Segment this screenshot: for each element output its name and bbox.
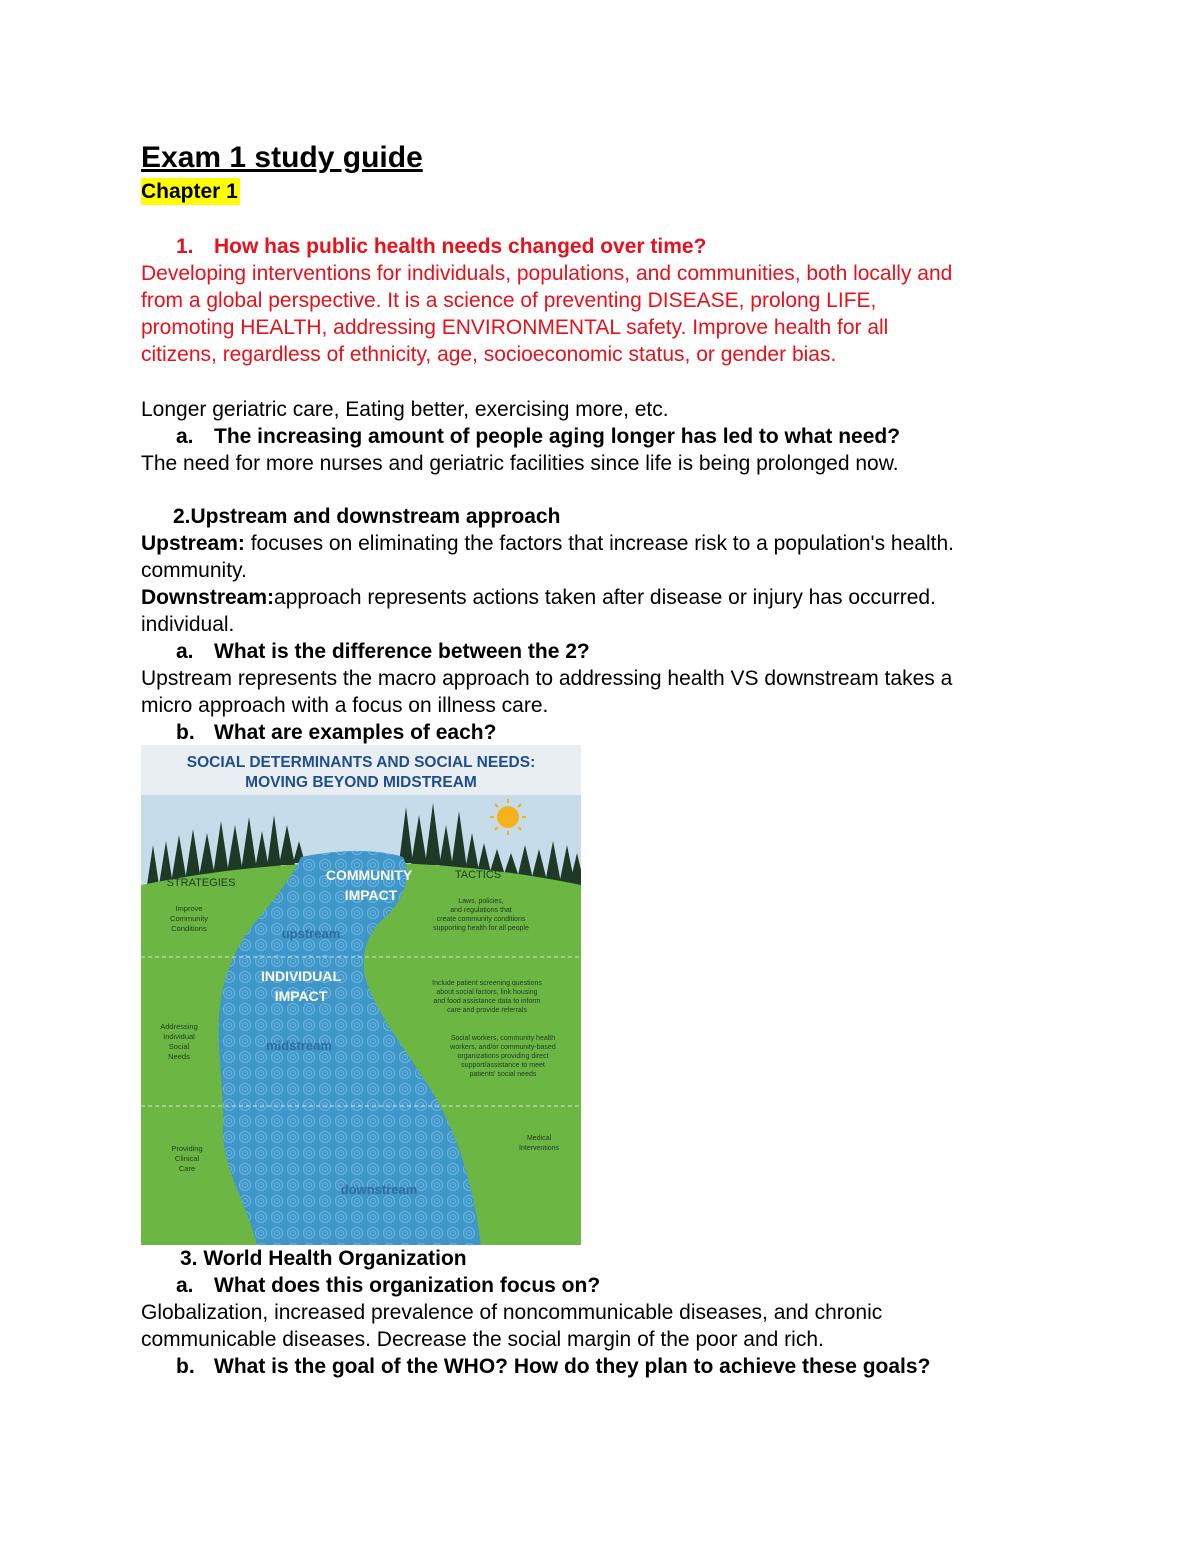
q3-sub-a-letter: a. (176, 1274, 194, 1297)
q2-sub-b (176, 719, 496, 746)
tactic-label-line: organizations providing direct (457, 1053, 549, 1060)
infographic-title-line1: SOCIAL DETERMINANTS AND SOCIAL NEEDS: (186, 754, 536, 771)
upstream-label: Upstream: (141, 532, 245, 555)
q1-answer-line: Developing interventions for individuals, populations, and communities, both locally and (141, 262, 953, 285)
q3-sub-a-answer-line: Globalization, increased prevalence of noncommunicable diseases, and chronic (141, 1301, 883, 1324)
tactic-label-line: create community conditions (436, 916, 526, 923)
q1-note: Longer geriatric care, Eating better, exercising more, etc. (141, 398, 669, 421)
tactic-label-line: Medical (526, 1135, 552, 1142)
strategy-label-line: Addressing (160, 1022, 198, 1031)
tactic-label-line: Social workers, community health (450, 1035, 556, 1042)
q1-question (176, 233, 706, 260)
tactic-label-line: Interventions (518, 1145, 560, 1152)
tactic-label-line: Include patient screening questions (432, 980, 542, 987)
document-title: Exam 1 study guide (141, 141, 423, 174)
q3-heading: 3. World Health Organization (180, 1247, 467, 1270)
q3-sub-a-question: What does this organization focus on? (214, 1274, 601, 1297)
q1-sub-a-question: The increasing amount of people aging longer has led to what need? (214, 425, 901, 448)
tactic-label-line: Laws, policies, (458, 898, 504, 905)
chapter-heading: Chapter 1 (141, 180, 238, 203)
q1-answer-line: citizens, regardless of ethnicity, age, socioeconomic status, or gender bias. (141, 343, 837, 366)
q2-sub-a-answer-line: Upstream represents the macro approach to addressing health VS downstream takes a (141, 667, 953, 690)
q2-sub-a-question: What is the difference between the 2? (214, 640, 590, 663)
infographic-title-line2: MOVING BEYOND MIDSTREAM (245, 774, 477, 791)
q2-sub-a-letter: a. (176, 640, 194, 663)
q3-sub-b-question: What is the goal of the WHO? How do they plan to achieve these goals? (214, 1355, 931, 1378)
q3-sub-b-letter: b. (176, 1355, 195, 1378)
q1-number: 1. (176, 235, 194, 258)
downstream-text: approach represents actions taken after disease or injury has occurred. (274, 586, 936, 609)
strategy-label-line: Providing (171, 1144, 203, 1153)
tactic-label-line: workers, and/or community-based (450, 1044, 556, 1051)
q1-question-text: How has public health needs changed over time? (214, 235, 707, 258)
q2-sub-a (176, 638, 590, 665)
midstream-label: midstream (266, 1038, 332, 1053)
downstream-scope: individual. (141, 613, 235, 636)
q2-heading: 2.Upstream and downstream approach (173, 505, 561, 528)
q2-sub-b-question: What are examples of each? (214, 721, 497, 744)
q3-sub-b (176, 1353, 930, 1380)
tactics-label: TACTICS (454, 869, 502, 881)
tactic-label-line: care and provide referrals (447, 1007, 527, 1014)
strategy-label-line: Community (170, 914, 208, 923)
individual-impact-line1: INDIVIDUAL (260, 968, 342, 984)
downstream-label: downstream (340, 1182, 418, 1197)
strategy-label-line: Individual (163, 1032, 195, 1041)
q1-sub-a-answer: The need for more nurses and geriatric facilities since life is being prolonged now. (141, 452, 899, 475)
strategies-label: STRATEGIES (166, 877, 236, 889)
q3-sub-a-answer-line: communicable diseases. Decrease the social margin of the poor and rich. (141, 1328, 824, 1351)
upstream-text: focuses on eliminating the factors that increase risk to a population's health. (244, 532, 954, 555)
strategy-label-line: Improve (175, 904, 203, 913)
strategy-label-line: Needs (168, 1052, 190, 1061)
tactic-label-line: support/assistance to meet (461, 1062, 545, 1069)
tactic-label-line: and food assistance data to inform (433, 998, 541, 1005)
strategy-label-line: Social (168, 1042, 190, 1051)
upstream-definition (141, 530, 954, 557)
q1-answer-line: promoting HEALTH, addressing ENVIRONMENTAL safety. Improve health for all (141, 316, 889, 339)
downstream-label: Downstream: (141, 586, 275, 609)
community-impact-line1: COMMUNITY (325, 867, 413, 883)
tactic-label-line: about social factors, link housing (436, 989, 538, 996)
strategy-label-line: Care (178, 1164, 196, 1173)
q1-sub-a (176, 423, 900, 450)
q3-sub-a (176, 1272, 600, 1299)
individual-impact-line2: IMPACT (274, 988, 328, 1004)
tactic-label-line: and regulations that (450, 907, 512, 914)
tactic-label-line: patients' social needs (469, 1071, 537, 1078)
upstream-label: upstream (281, 926, 341, 941)
strategy-label-line: Clinical (174, 1154, 200, 1163)
q1-answer-line: from a global perspective. It is a science of preventing DISEASE, prolong LIFE, (141, 289, 877, 312)
q1-sub-a-letter: a. (176, 425, 194, 448)
q2-sub-b-letter: b. (176, 721, 195, 744)
community-impact-line2: IMPACT (344, 887, 398, 903)
strategy-label-line: Conditions (171, 924, 207, 933)
q2-sub-a-answer-line: micro approach with a focus on illness care. (141, 694, 549, 717)
sun-icon (497, 806, 519, 828)
downstream-definition (141, 584, 936, 611)
social-determinants-infographic (141, 745, 581, 1245)
tactic-label-line: supporting health for all people (433, 925, 529, 932)
upstream-scope: community. (141, 559, 247, 582)
